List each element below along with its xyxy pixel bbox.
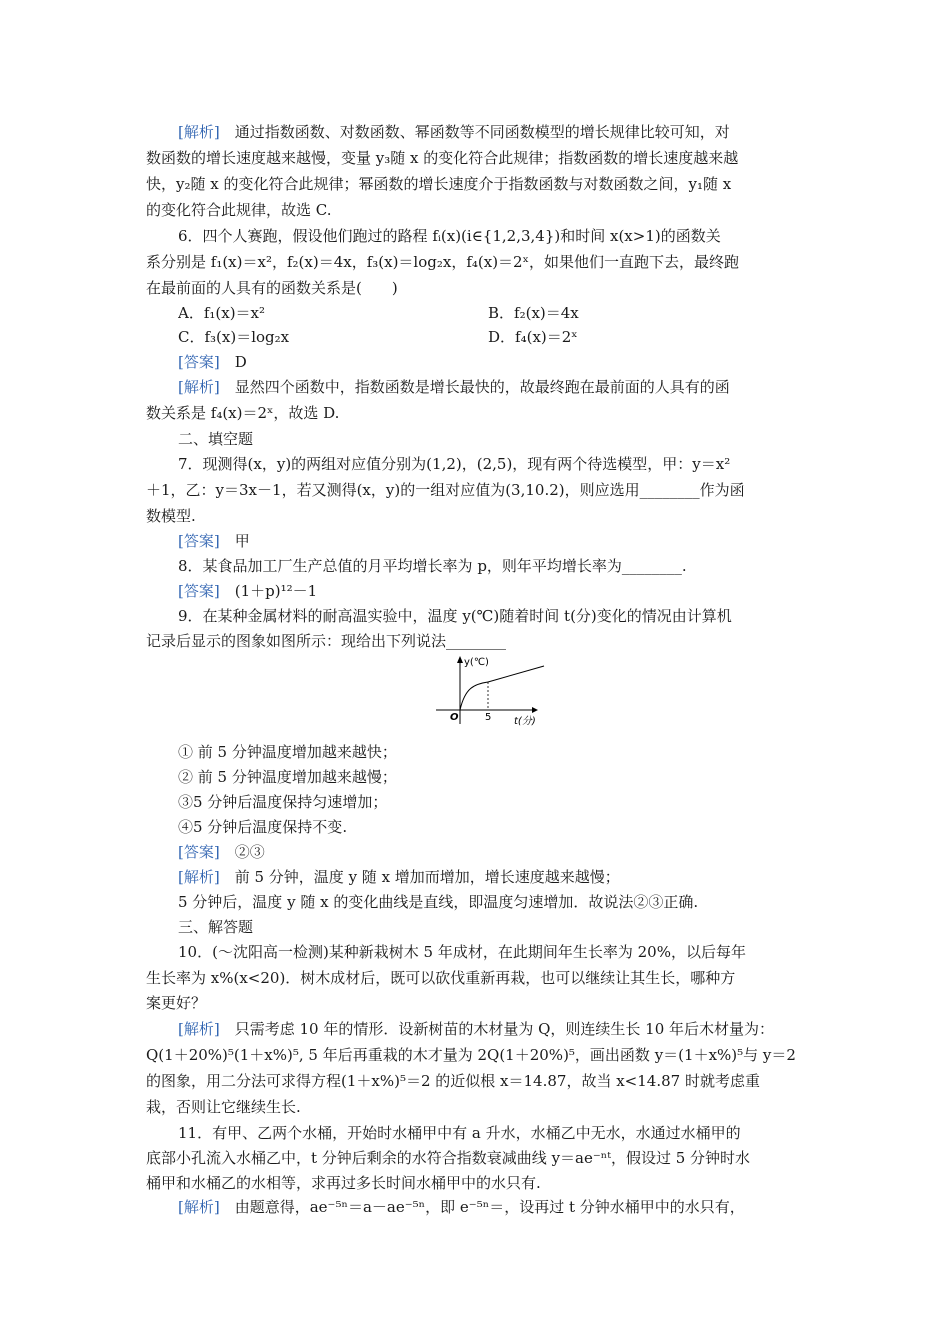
- x-axis-label: t(分): [514, 716, 536, 727]
- q9-statement-1: ① 前 5 分钟温度增加越来越快；: [178, 743, 397, 761]
- q9-analysis-line-1: [解析] 前 5 分钟，温度 y 随 x 增加而增加，增长速度越来越慢；: [178, 868, 620, 886]
- answer-tag: [答案]: [178, 582, 220, 600]
- section-heading-solutions: 三、解答题: [178, 918, 254, 936]
- q6-stem-line-2: 系分别是 f₁(x)＝x²，f₂(x)＝4x，f₃(x)＝log₂x，f₄(x)＝2ˣ，如果他们一直跑下去，最终跑: [146, 253, 739, 271]
- q5-analysis-line-1: [解析] 通过指数函数、对数函数、幂函数等不同函数模型的增长规律比较可知，对: [178, 123, 730, 141]
- q9-analysis-line-2: 5 分钟后，温度 y 随 x 的变化曲线是直线，即温度匀速增加．故说法②③正确.: [178, 893, 699, 911]
- analysis-tag: [解析]: [178, 378, 220, 396]
- answer-tag: [答案]: [178, 353, 220, 371]
- temperature-time-graph: [432, 654, 548, 728]
- temperature-line: [488, 666, 544, 682]
- analysis-tag: [解析]: [178, 1020, 220, 1038]
- q6-option-c: C．f₃(x)＝log₂x: [178, 328, 290, 346]
- q9-answer: [答案] ②③: [178, 843, 265, 861]
- answer-tag: [答案]: [178, 843, 220, 861]
- x-tick-label: 5: [485, 712, 492, 723]
- q7-stem-line-1: 7．现测得(x，y)的两组对应值分别为(1,2)，(2,5)，现有两个待选模型，甲：y＝x²: [178, 455, 731, 473]
- q10-analysis-line-2: Q(1＋20%)⁵(1＋x%)⁵, 5 年后再重栽的木才量为 2Q(1＋20%)⁵，画出函数 y＝(1＋x%)⁵与 y＝2: [146, 1046, 796, 1064]
- q10-analysis-line-1: [解析] 只需考虑 10 年的情形．设新树苗的木材量为 Q，则连续生长 10 年后木材量为：: [178, 1020, 775, 1038]
- q7-stem-line-3: 数模型.: [146, 507, 196, 525]
- q10-analysis-line-4: 栽，否则让它继续生长.: [146, 1098, 301, 1116]
- q8-stem: 8．某食品加工厂生产总值的月平均增长率为 p，则年平均增长率为________.: [178, 557, 687, 575]
- q10-stem-line-1: 10．(～沈阳高一检测)某种新栽树木 5 年成材，在此期间年生长率为 20%，以后每年: [178, 943, 746, 961]
- q5-analysis-line-2: 数函数的增长速度越来越慢，变量 y₃随 x 的变化符合此规律；指数函数的增长速度越来越: [146, 149, 739, 167]
- q10-analysis-line-3: 的图象，用二分法可求得方程(1＋x%)⁵＝2 的近似根 x＝14.87，故当 x<14.87 时就考虑重: [146, 1072, 760, 1090]
- y-axis-label: y(℃): [464, 657, 489, 668]
- q9-stem-line-1: 9．在某种金属材料的耐高温实验中，温度 y(℃)随着时间 t(分)变化的情况由计算机: [178, 607, 732, 625]
- origin-label: O: [450, 712, 459, 723]
- q11-stem-line-1: 11．有甲、乙两个水桶，开始时水桶甲中有 a 升水，水桶乙中无水，水通过水桶甲的: [178, 1124, 741, 1142]
- q9-statement-3: ③5 分钟后温度保持匀速增加；: [178, 793, 388, 811]
- q11-stem-line-2: 底部小孔流入水桶乙中，t 分钟后剩余的水符合指数衰减曲线 y＝ae⁻ⁿᵗ，假设过 5 分钟时水: [146, 1149, 751, 1167]
- q6-option-d: D．f₄(x)＝2ˣ: [488, 328, 578, 346]
- q5-analysis-line-4: 的变化符合此规律，故选 C.: [146, 201, 332, 219]
- y-axis-arrow: [457, 656, 463, 663]
- q7-answer: [答案] 甲: [178, 532, 250, 550]
- analysis-tag: [解析]: [178, 868, 220, 886]
- q8-answer: [答案] (1＋p)¹²－1: [178, 582, 318, 600]
- analysis-tag: [解析]: [178, 123, 220, 141]
- q6-analysis-line-1: [解析] 显然四个函数中，指数函数是增长最快的，故最终跑在最前面的人具有的函: [178, 378, 730, 396]
- q5-analysis-line-3: 快，y₂随 x 的变化符合此规律；幂函数的增长速度介于指数函数与对数函数之间，y₁随 x: [146, 175, 732, 193]
- q9-statement-4: ④5 分钟后温度保持不变.: [178, 818, 348, 836]
- q6-option-b: B．f₂(x)＝4x: [488, 304, 579, 322]
- q11-stem-line-3: 桶甲和水桶乙的水相等，求再过多长时间水桶甲中的水只有.: [146, 1174, 541, 1192]
- q10-stem-line-3: 案更好？: [146, 994, 207, 1012]
- q7-stem-line-2: ＋1，乙：y＝3x－1，若又测得(x，y)的一组对应值为(3,10.2)，则应选用________作为函: [146, 481, 745, 499]
- q6-stem-line-3: 在最前面的人具有的函数关系是( ): [146, 279, 398, 297]
- x-axis-arrow: [532, 707, 538, 713]
- q6-answer: [答案] D: [178, 353, 247, 371]
- answer-tag: [答案]: [178, 532, 220, 550]
- q11-analysis-line-1: [解析] 由题意得，ae⁻⁵ⁿ＝a－ae⁻⁵ⁿ，即 e⁻⁵ⁿ＝，设再过 t 分钟水桶甲中的水只有，: [178, 1198, 745, 1216]
- section-heading-fill-blank: 二、填空题: [178, 430, 254, 448]
- q10-stem-line-2: 生长率为 x%(x<20)．树木成材后，既可以砍伐重新再栽，也可以继续让其生长，哪种方: [146, 969, 736, 987]
- q6-stem-line-1: 6．四个人赛跑，假设他们跑过的路程 fᵢ(x)(i∈{1,2,3,4})和时间 x(x>1)的函数关: [178, 227, 721, 245]
- analysis-tag: [解析]: [178, 1198, 220, 1216]
- q9-statement-2: ② 前 5 分钟温度增加越来越慢；: [178, 768, 397, 786]
- temperature-curve: [460, 682, 488, 710]
- q6-option-a: A．f₁(x)＝x²: [178, 304, 266, 322]
- q6-analysis-line-2: 数关系是 f₄(x)＝2ˣ，故选 D.: [146, 404, 340, 422]
- q9-stem-line-2: 记录后显示的图象如图所示：现给出下列说法________: [146, 632, 507, 650]
